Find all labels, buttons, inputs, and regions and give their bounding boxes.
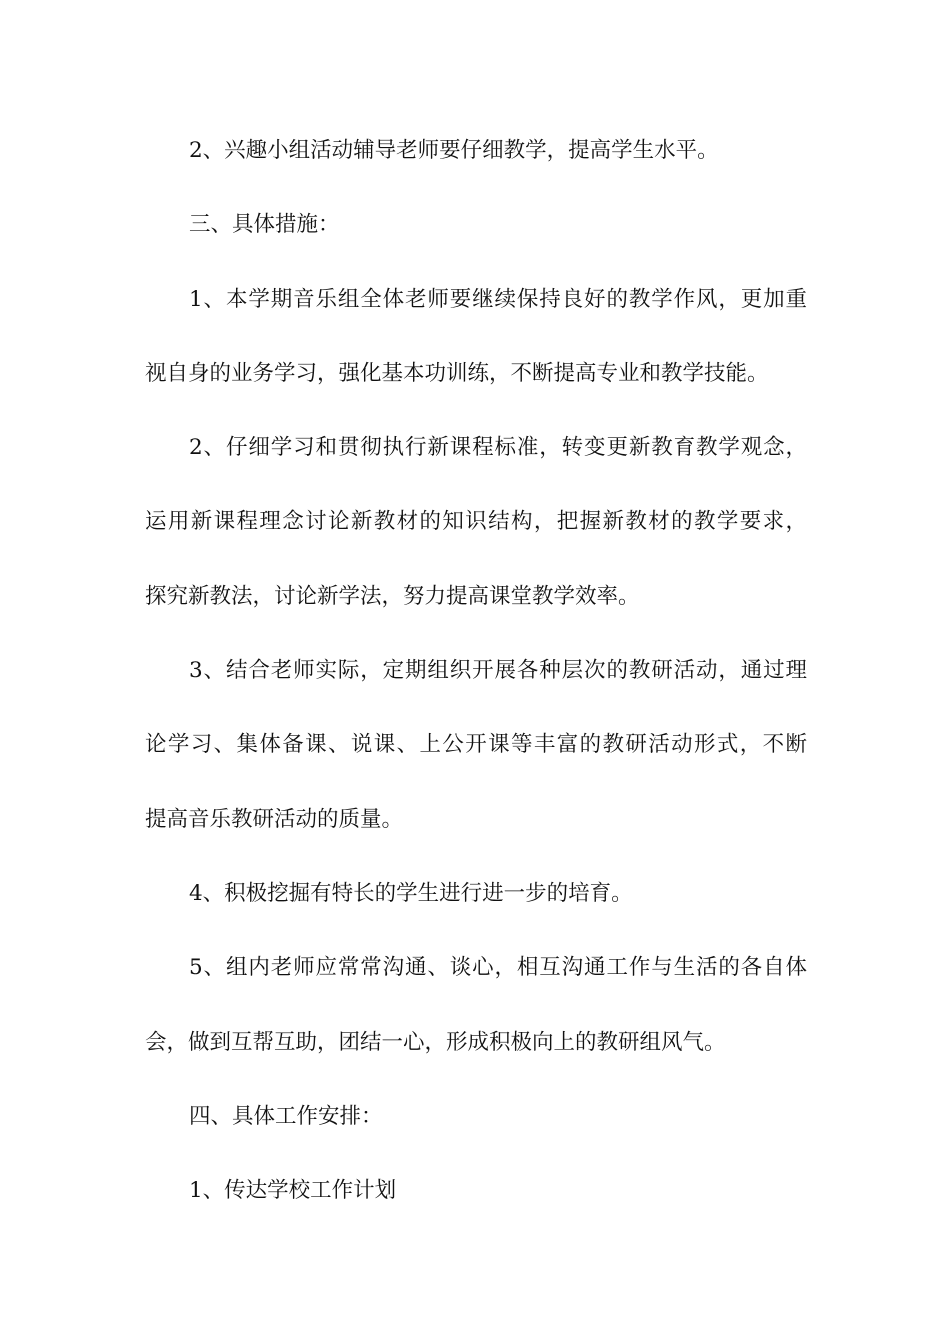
- section-heading: 三、具体措施：: [189, 212, 340, 238]
- paragraph-line: 视自身的业务学习，强化基本功训练，不断提高专业和教学技能。: [145, 360, 769, 386]
- document-body: [145, 130, 807, 1244]
- section-heading: 四、具体工作安排：: [189, 1103, 383, 1129]
- paragraph-line: 2、仔细学习和贯彻执行新课程标准，转变更新教育教学观念，: [189, 435, 807, 461]
- paragraph-line: 论学习、集体备课、说课、上公开课等丰富的教研活动形式，不断: [145, 732, 807, 758]
- paragraph-line: 提高音乐教研活动的质量。: [145, 806, 404, 832]
- paragraph-line: 2、兴趣小组活动辅导老师要仔细教学，提高学生水平。: [189, 138, 719, 163]
- paragraph-line: 4、积极挖掘有特长的学生进行进一步的培育。: [189, 880, 633, 906]
- paragraph-line: 探究新教法，讨论新学法，努力提高课堂教学效率。: [145, 583, 640, 609]
- paragraph-line: 会，做到互帮互助，团结一心，形成积极向上的教研组风气。: [145, 1029, 726, 1055]
- paragraph-line: 1、本学期音乐组全体老师要继续保持良好的教学作风，更加重: [189, 286, 807, 312]
- paragraph-line: 运用新课程理念讨论新教材的知识结构，把握新教材的教学要求，: [145, 509, 807, 535]
- paragraph-line: 1、传达学校工作计划: [189, 1178, 397, 1204]
- paragraph-line: 3、结合老师实际，定期组织开展各种层次的教研活动，通过理: [189, 658, 807, 684]
- paragraph-line: 5、组内老师应常常沟通、谈心，相互沟通工作与生活的各自体: [189, 955, 807, 981]
